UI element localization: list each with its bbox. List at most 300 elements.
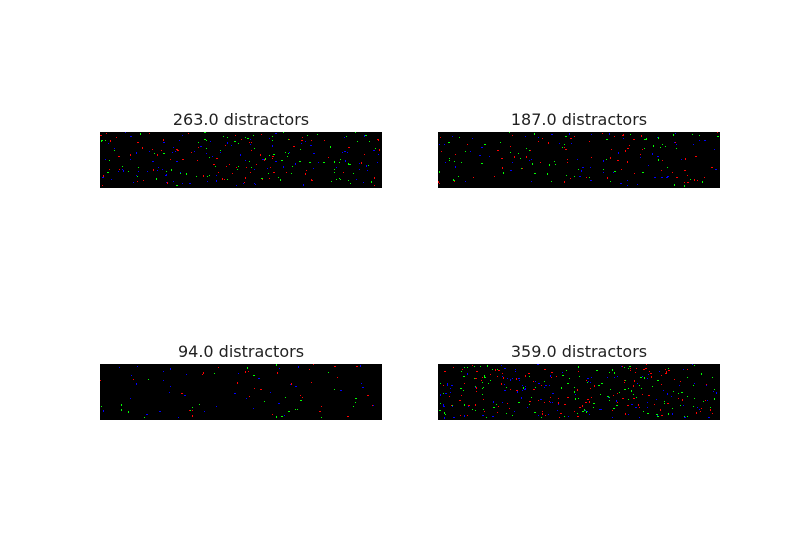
distractor-dot bbox=[482, 394, 483, 395]
distractor-dot bbox=[638, 404, 639, 406]
distractor-dot bbox=[450, 392, 451, 393]
distractor-dot bbox=[525, 376, 526, 377]
distractor-dot bbox=[577, 159, 578, 160]
distractor-dot bbox=[186, 374, 187, 375]
distractor-dot bbox=[289, 139, 290, 140]
distractor-dot bbox=[311, 179, 312, 180]
distractor-dot bbox=[524, 389, 526, 390]
distractor-dot bbox=[569, 133, 570, 135]
distractor-dot bbox=[136, 152, 137, 154]
distractor-dot bbox=[518, 153, 519, 154]
distractor-dot bbox=[300, 400, 302, 401]
distractor-dot bbox=[198, 147, 199, 148]
distractor-dot bbox=[701, 408, 702, 409]
distractor-dot bbox=[630, 134, 631, 135]
distractor-dot bbox=[475, 404, 476, 406]
distractor-dot bbox=[652, 386, 653, 387]
distractor-dot bbox=[497, 369, 498, 370]
distractor-dot bbox=[235, 135, 236, 136]
distractor-dot bbox=[631, 390, 632, 392]
distractor-dot bbox=[122, 166, 123, 167]
distractor-dot bbox=[237, 169, 238, 170]
distractor-dot bbox=[277, 372, 278, 374]
distractor-dot bbox=[544, 402, 545, 403]
distractor-dot bbox=[375, 148, 376, 149]
distractor-dot bbox=[657, 137, 658, 138]
distractor-dot bbox=[258, 378, 260, 379]
distractor-dot bbox=[659, 371, 660, 372]
distractor-dot bbox=[279, 368, 280, 369]
distractor-dot bbox=[170, 368, 171, 370]
distractor-dot bbox=[687, 396, 688, 397]
distractor-dot bbox=[587, 378, 589, 379]
distractor-dot bbox=[606, 139, 608, 140]
distractor-dot bbox=[111, 179, 112, 180]
distractor-dot bbox=[611, 149, 612, 150]
distractor-dot bbox=[712, 413, 713, 414]
image-background bbox=[438, 132, 720, 188]
distractor-dot bbox=[181, 393, 183, 394]
distractor-dot bbox=[537, 364, 539, 365]
distractor-dot bbox=[234, 141, 236, 142]
distractor-dot bbox=[475, 387, 476, 388]
distractor-dot bbox=[640, 157, 641, 158]
distractor-dot bbox=[170, 159, 171, 160]
distractor-dot bbox=[249, 161, 250, 162]
distractor-dot bbox=[475, 378, 477, 379]
distractor-dot bbox=[285, 397, 286, 398]
distractor-dot bbox=[529, 150, 530, 151]
distractor-dot bbox=[676, 144, 677, 145]
distractor-dot bbox=[468, 405, 470, 406]
distractor-dot bbox=[559, 143, 560, 144]
distractor-dot bbox=[616, 400, 617, 401]
distractor-dot bbox=[313, 168, 314, 169]
distractor-dot bbox=[214, 373, 215, 374]
distractor-dot bbox=[661, 170, 662, 171]
distractor-dot bbox=[157, 170, 158, 171]
image-background bbox=[100, 132, 382, 188]
distractor-dot bbox=[444, 406, 445, 407]
distractor-dot bbox=[130, 398, 131, 399]
distractor-dot bbox=[534, 173, 536, 174]
distractor-dot bbox=[567, 162, 568, 163]
distractor-dot bbox=[649, 371, 650, 372]
distractor-dot bbox=[463, 390, 464, 391]
distractor-dot bbox=[140, 133, 141, 135]
distractor-dot bbox=[643, 369, 645, 370]
distractor-dot bbox=[339, 178, 340, 179]
distractor-dot bbox=[197, 160, 198, 161]
distractor-dot bbox=[657, 380, 659, 381]
distractor-dot bbox=[226, 166, 227, 167]
distractor-dot bbox=[342, 152, 343, 153]
distractor-dot bbox=[273, 172, 275, 173]
distractor-dot bbox=[696, 412, 697, 414]
distractor-dot bbox=[374, 177, 375, 179]
distractor-dot bbox=[189, 410, 190, 411]
distractor-dot bbox=[105, 159, 106, 160]
distractor-dot bbox=[272, 156, 274, 157]
distractor-dot bbox=[590, 167, 591, 168]
distractor-dot bbox=[657, 156, 659, 157]
distractor-dot bbox=[548, 142, 549, 144]
distractor-dot bbox=[452, 136, 453, 137]
distractor-dot bbox=[582, 411, 584, 412]
distractor-dot bbox=[302, 397, 303, 398]
distractor-dot bbox=[674, 184, 675, 186]
distractor-dot bbox=[647, 413, 649, 414]
distractor-dot bbox=[590, 388, 591, 389]
distractor-dot bbox=[672, 408, 673, 409]
distractor-dot bbox=[549, 164, 550, 166]
distractor-dot bbox=[634, 173, 635, 174]
distractor-dot bbox=[364, 154, 365, 155]
distractor-dot bbox=[653, 145, 654, 147]
distractor-dot bbox=[453, 179, 454, 180]
distractor-dot bbox=[340, 179, 341, 180]
distractor-dot bbox=[162, 169, 163, 170]
distractor-dot bbox=[618, 152, 619, 154]
distractor-dot bbox=[593, 403, 595, 404]
distractor-dot bbox=[305, 173, 306, 175]
distractor-dot bbox=[474, 366, 475, 367]
distractor-dot bbox=[603, 169, 604, 170]
distractor-dot bbox=[662, 160, 663, 161]
distractor-dot bbox=[556, 376, 557, 377]
distractor-dot bbox=[500, 142, 501, 143]
distractor-dot bbox=[465, 151, 466, 152]
distractor-dot bbox=[367, 170, 368, 171]
distractor-dot bbox=[204, 411, 205, 412]
distractor-dot bbox=[355, 132, 356, 133]
distractor-dot bbox=[565, 136, 567, 137]
distractor-dot bbox=[633, 385, 634, 387]
distractor-dot bbox=[646, 364, 647, 365]
distractor-dot bbox=[359, 163, 360, 164]
distractor-dot bbox=[661, 415, 663, 416]
distractor-dot bbox=[529, 160, 530, 161]
distractor-dot bbox=[641, 135, 642, 137]
distractor-dot bbox=[161, 150, 162, 151]
distractor-dot bbox=[344, 137, 345, 138]
distractor-dot bbox=[302, 137, 303, 138]
distractor-dot bbox=[472, 365, 473, 366]
distractor-dot bbox=[444, 144, 445, 145]
distractor-dot bbox=[330, 146, 331, 148]
distractor-dot bbox=[628, 414, 629, 415]
distractor-dot bbox=[119, 367, 120, 368]
distractor-dot bbox=[648, 395, 650, 396]
distractor-dot bbox=[502, 376, 503, 377]
distractor-dot bbox=[525, 375, 526, 376]
distractor-dot bbox=[253, 408, 254, 409]
distractor-dot bbox=[255, 184, 256, 185]
distractor-dot bbox=[703, 401, 704, 402]
distractor-dot bbox=[288, 139, 289, 140]
distractor-dot bbox=[682, 399, 683, 400]
distractor-dot bbox=[142, 147, 143, 149]
distractor-dot bbox=[621, 366, 622, 367]
distractor-dot bbox=[636, 397, 637, 398]
distractor-dot bbox=[118, 156, 120, 157]
distractor-dot bbox=[621, 169, 622, 170]
distractor-dot bbox=[196, 176, 197, 177]
distractor-dot bbox=[169, 392, 170, 393]
distractor-dot bbox=[272, 145, 273, 147]
distractor-dot bbox=[664, 403, 665, 404]
distractor-dot bbox=[231, 145, 232, 146]
distractor-dot bbox=[189, 183, 191, 184]
distractor-dot bbox=[275, 133, 277, 134]
distractor-dot bbox=[609, 133, 610, 135]
distractor-dot bbox=[340, 390, 342, 391]
distractor-dot bbox=[665, 369, 666, 370]
distractor-dot bbox=[579, 176, 581, 177]
distractor-dot bbox=[207, 176, 208, 177]
distractor-dot bbox=[585, 402, 587, 403]
distractor-dot bbox=[664, 401, 665, 402]
distractor-dot bbox=[644, 148, 645, 149]
distractor-dot bbox=[566, 175, 567, 176]
distractor-dot bbox=[280, 179, 281, 181]
distractor-dot bbox=[538, 137, 539, 138]
distractor-dot bbox=[137, 142, 139, 143]
distractor-dot bbox=[215, 166, 216, 167]
distractor-dot bbox=[715, 169, 717, 170]
distractor-dot bbox=[482, 377, 483, 378]
distractor-dot bbox=[574, 136, 575, 137]
distractor-dot bbox=[300, 395, 301, 396]
distractor-dot bbox=[666, 371, 667, 373]
distractor-dot bbox=[245, 137, 246, 138]
distractor-dot bbox=[551, 372, 553, 373]
distractor-dot bbox=[480, 366, 481, 367]
distractor-dot bbox=[484, 144, 486, 145]
distractor-dot bbox=[288, 411, 290, 412]
distractor-dot bbox=[523, 387, 524, 389]
distractor-dot bbox=[692, 364, 693, 365]
distractor-dot bbox=[661, 384, 662, 385]
distractor-dot bbox=[610, 157, 611, 159]
distractor-dot bbox=[712, 377, 713, 378]
distractor-dot bbox=[503, 172, 504, 174]
distractor-dot bbox=[467, 367, 468, 368]
distractor-dot bbox=[105, 140, 106, 141]
distractor-dot bbox=[717, 132, 718, 133]
distractor-dot bbox=[683, 405, 684, 406]
distractor-dot bbox=[256, 164, 257, 165]
distractor-dot bbox=[687, 369, 688, 370]
distractor-dot bbox=[165, 175, 167, 176]
distractor-dot bbox=[642, 376, 643, 377]
distractor-dot bbox=[167, 182, 168, 184]
distractor-dot bbox=[245, 160, 246, 161]
distractor-dot bbox=[179, 140, 180, 141]
distractor-dot bbox=[569, 378, 570, 379]
distractor-dot bbox=[660, 409, 661, 411]
distractor-dot bbox=[501, 158, 503, 159]
distractor-dot bbox=[640, 377, 642, 378]
distractor-dot bbox=[674, 142, 675, 143]
distractor-dot bbox=[149, 151, 150, 152]
distractor-dot bbox=[589, 177, 590, 178]
distractor-dot bbox=[498, 370, 500, 371]
distractor-dot bbox=[461, 371, 462, 372]
distractor-dot bbox=[550, 375, 551, 377]
distractor-dot bbox=[515, 371, 516, 372]
distractor-dot bbox=[544, 381, 545, 382]
distractor-dot bbox=[614, 372, 615, 374]
distractor-dot bbox=[617, 402, 618, 403]
distractor-dot bbox=[699, 140, 700, 141]
distractor-dot bbox=[347, 416, 349, 417]
distractor-dot bbox=[299, 161, 301, 162]
distractor-dot bbox=[286, 172, 287, 173]
distractor-dot bbox=[644, 377, 645, 379]
distractor-dot bbox=[620, 183, 622, 184]
distractor-dot bbox=[676, 148, 677, 149]
distractor-dot bbox=[357, 141, 358, 142]
distractor-dot bbox=[522, 385, 523, 386]
distractor-dot bbox=[510, 379, 511, 381]
distractor-dot bbox=[236, 167, 237, 168]
distractor-dot bbox=[251, 142, 252, 143]
distractor-dot bbox=[220, 150, 221, 151]
distractor-dot bbox=[476, 387, 477, 389]
distractor-dot bbox=[309, 162, 311, 163]
distractor-dot bbox=[502, 402, 503, 403]
distractor-dot bbox=[512, 162, 513, 163]
distractor-dot bbox=[241, 139, 242, 140]
distractor-dot bbox=[152, 149, 153, 150]
distractor-dot bbox=[210, 141, 211, 142]
panel-title: 94.0 distractors bbox=[177, 342, 305, 361]
distractor-dot bbox=[540, 399, 542, 400]
distractor-dot bbox=[699, 135, 700, 136]
distractor-dot bbox=[652, 153, 653, 155]
distractor-dot bbox=[348, 147, 350, 148]
distractor-dot bbox=[311, 140, 312, 141]
distractor-dot bbox=[578, 169, 579, 170]
distractor-dot bbox=[490, 374, 491, 375]
distractor-dot bbox=[647, 378, 648, 379]
distractor-dot bbox=[586, 380, 587, 381]
distractor-dot bbox=[481, 380, 482, 381]
distractor-dot bbox=[507, 403, 508, 404]
distractor-dot bbox=[249, 396, 250, 397]
distractor-dot bbox=[560, 413, 562, 414]
distractor-dot bbox=[297, 409, 298, 410]
distractor-image bbox=[438, 364, 720, 420]
distractor-dot bbox=[170, 386, 171, 387]
distractor-dot bbox=[223, 136, 224, 137]
distractor-dot bbox=[182, 135, 183, 136]
distractor-dot bbox=[295, 163, 296, 165]
distractor-dot bbox=[617, 376, 618, 377]
distractor-dot bbox=[642, 172, 644, 173]
distractor-dot bbox=[684, 170, 686, 171]
distractor-dot bbox=[336, 167, 337, 168]
distractor-dot bbox=[453, 417, 455, 418]
distractor-dot bbox=[612, 369, 613, 371]
distractor-dot bbox=[272, 140, 273, 141]
distractor-dot bbox=[264, 401, 265, 402]
distractor-dot bbox=[464, 383, 465, 384]
distractor-dot bbox=[529, 404, 530, 405]
distractor-dot bbox=[372, 405, 373, 406]
distractor-dot bbox=[506, 387, 507, 388]
distractor-image bbox=[100, 132, 382, 188]
distractor-dot bbox=[319, 411, 321, 412]
distractor-dot bbox=[617, 160, 619, 161]
distractor-dot bbox=[355, 402, 356, 403]
distractor-dot bbox=[578, 398, 579, 399]
distractor-dot bbox=[440, 383, 441, 384]
distractor-dot bbox=[541, 385, 542, 386]
distractor-dot bbox=[534, 412, 536, 413]
distractor-dot bbox=[628, 368, 629, 369]
distractor-dot bbox=[639, 385, 640, 386]
distractor-dot bbox=[625, 380, 626, 381]
distractor-dot bbox=[209, 175, 210, 176]
distractor-dot bbox=[562, 372, 563, 373]
distractor-dot bbox=[103, 175, 104, 177]
distractor-dot bbox=[525, 386, 526, 387]
distractor-dot bbox=[125, 132, 126, 133]
distractor-dot bbox=[545, 415, 546, 416]
distractor-dot bbox=[173, 181, 174, 182]
distractor-dot bbox=[474, 378, 475, 379]
distractor-dot bbox=[706, 385, 707, 386]
distractor-dot bbox=[578, 371, 579, 372]
distractor-dot bbox=[622, 398, 624, 399]
distractor-dot bbox=[561, 387, 562, 389]
distractor-dot bbox=[658, 137, 659, 139]
distractor-dot bbox=[633, 394, 634, 395]
distractor-dot bbox=[646, 138, 647, 140]
distractor-dot bbox=[589, 414, 590, 415]
distractor-dot bbox=[349, 164, 351, 165]
distractor-dot bbox=[551, 181, 552, 182]
distractor-dot bbox=[253, 135, 254, 136]
distractor-dot bbox=[192, 410, 193, 411]
distractor-dot bbox=[633, 139, 635, 140]
distractor-dot bbox=[307, 135, 308, 136]
distractor-dot bbox=[313, 153, 315, 154]
distractor-dot bbox=[636, 368, 637, 369]
distractor-dot bbox=[654, 404, 655, 405]
distractor-dot bbox=[334, 169, 335, 170]
distractor-dot bbox=[206, 148, 207, 149]
distractor-dot bbox=[675, 133, 676, 134]
distractor-dot bbox=[601, 409, 602, 410]
distractor-dot bbox=[534, 133, 535, 135]
distractor-dot bbox=[614, 136, 615, 137]
distractor-dot bbox=[355, 398, 357, 399]
distractor-dot bbox=[191, 152, 192, 153]
distractor-dot bbox=[373, 405, 374, 406]
distractor-dot bbox=[451, 405, 452, 406]
distractor-dot bbox=[192, 415, 193, 417]
distractor-dot bbox=[356, 179, 357, 180]
distractor-dot bbox=[269, 138, 270, 139]
distractor-dot bbox=[439, 144, 440, 145]
distractor-dot bbox=[538, 400, 539, 401]
distractor-dot bbox=[454, 181, 455, 182]
distractor-dot bbox=[564, 144, 565, 145]
distractor-dot bbox=[460, 415, 461, 416]
